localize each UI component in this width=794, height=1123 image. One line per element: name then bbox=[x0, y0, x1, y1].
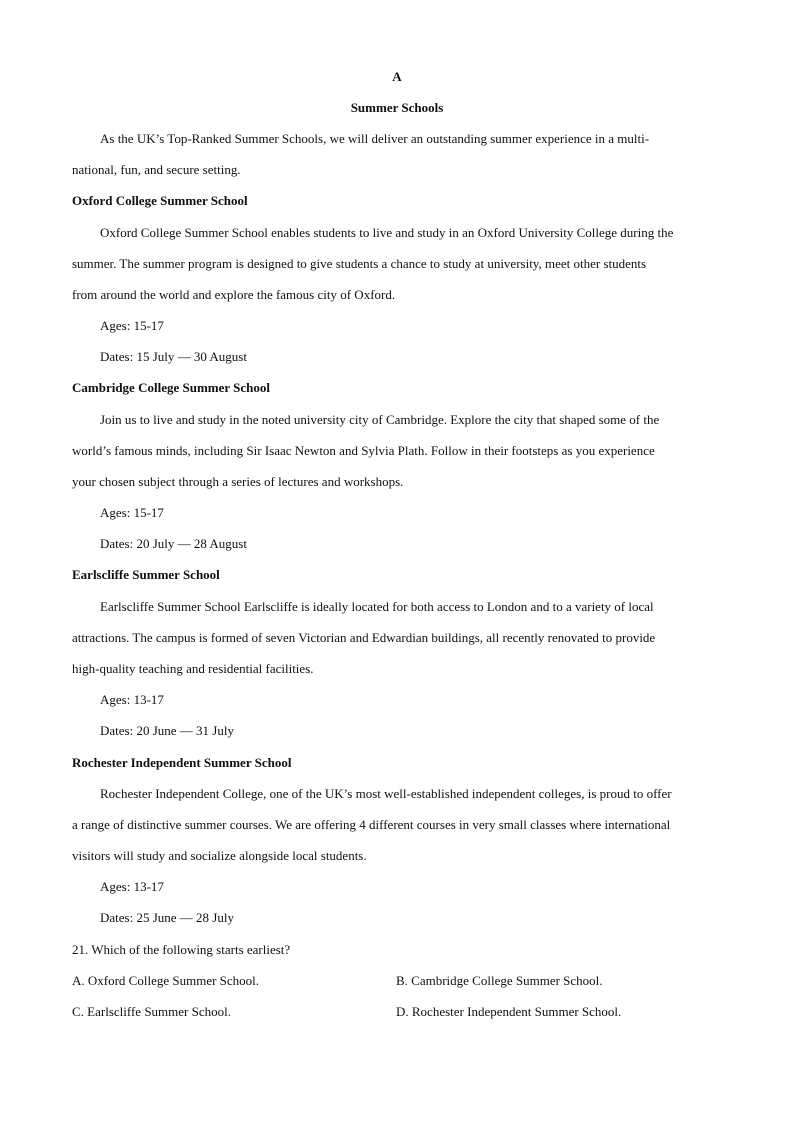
intro-line: As the UK’s Top-Ranked Summer Schools, we will deliver an outstanding summer experience in a multi- bbox=[100, 131, 650, 146]
question-stem: 21. Which of the following starts earliest? bbox=[72, 942, 291, 957]
school-text-line: your chosen subject through a series of lectures and workshops. bbox=[72, 474, 404, 489]
school-text-line: Join us to live and study in the noted university city of Cambridge. Explore the city that shaped some of the bbox=[100, 412, 660, 427]
school-dates: Dates: 20 July — 28 August bbox=[100, 536, 247, 551]
option-a: A. Oxford College Summer School. bbox=[72, 973, 260, 988]
school-text-line: world’s famous minds, including Sir Isaac Newton and Sylvia Plath. Follow in their footsteps as you experience bbox=[72, 443, 655, 458]
option-c: C. Earlscliffe Summer School. bbox=[72, 1004, 231, 1019]
school-text-line: Oxford College Summer School enables students to live and study in an Oxford University College during the bbox=[100, 225, 674, 240]
school-text-line: Rochester Independent College, one of the UK’s most well-established independent colleges, is proud to offer bbox=[100, 786, 672, 801]
school-dates: Dates: 20 June — 31 July bbox=[100, 723, 234, 738]
school-dates: Dates: 15 July — 30 August bbox=[100, 349, 247, 364]
school-heading-cambridge: Cambridge College Summer School bbox=[72, 380, 270, 395]
school-dates: Dates: 25 June — 28 July bbox=[100, 910, 234, 925]
school-ages: Ages: 13-17 bbox=[100, 692, 164, 707]
school-heading-earlscliffe: Earlscliffe Summer School bbox=[72, 567, 220, 582]
school-ages: Ages: 13-17 bbox=[100, 879, 164, 894]
intro-line: national, fun, and secure setting. bbox=[72, 162, 241, 177]
school-text-line: from around the world and explore the famous city of Oxford. bbox=[72, 287, 396, 302]
school-text-line: high-quality teaching and residential facilities. bbox=[72, 661, 314, 676]
school-text-line: a range of distinctive summer courses. We are offering 4 different courses in very small classes where international bbox=[72, 817, 671, 832]
passage-letter: A bbox=[392, 69, 402, 84]
option-b: B. Cambridge College Summer School. bbox=[396, 973, 603, 988]
school-text-line: summer. The summer program is designed to give students a chance to study at university, meet other students bbox=[72, 256, 647, 271]
school-ages: Ages: 15-17 bbox=[100, 505, 164, 520]
school-heading-oxford: Oxford College Summer School bbox=[72, 193, 248, 208]
school-ages: Ages: 15-17 bbox=[100, 318, 164, 333]
option-d: D. Rochester Independent Summer School. bbox=[396, 1004, 622, 1019]
school-heading-rochester: Rochester Independent Summer School bbox=[72, 755, 292, 770]
school-text-line: attractions. The campus is formed of seven Victorian and Edwardian buildings, all recently renovated to provide bbox=[72, 630, 656, 645]
passage-title: Summer Schools bbox=[350, 100, 444, 115]
school-text-line: visitors will study and socialize alongside local students. bbox=[72, 848, 367, 863]
school-text-line: Earlscliffe Summer School Earlscliffe is ideally located for both access to London and to a variety of local bbox=[100, 599, 654, 614]
